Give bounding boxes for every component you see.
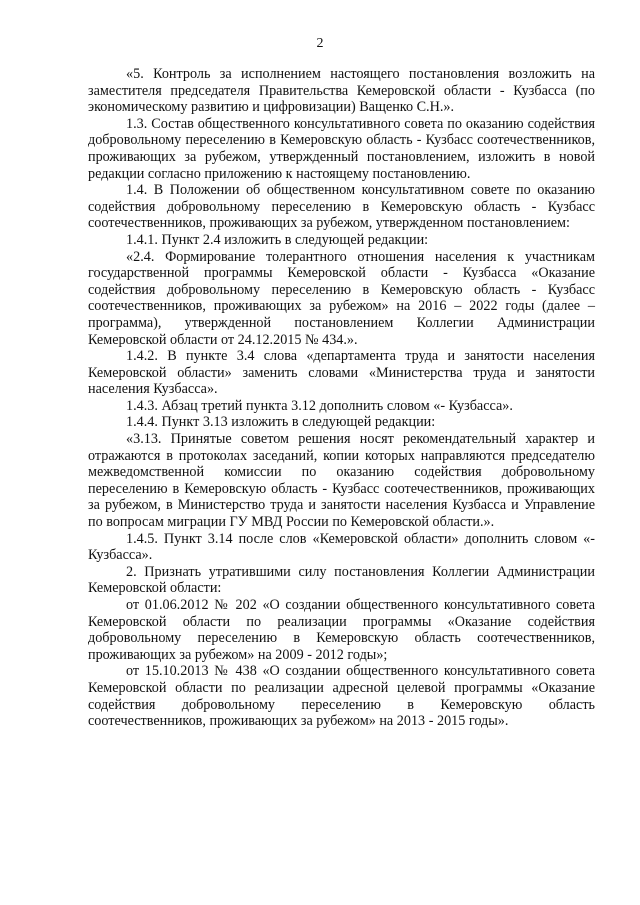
document-body — [88, 66, 595, 730]
paragraph-1-4-4: 1.4.4. Пункт 3.13 изложить в следующей редакции: — [126, 414, 436, 431]
paragraph-1-4-1: 1.4.1. Пункт 2.4 изложить в следующей редакции: — [126, 231, 429, 248]
paragraph-1-4-5: 1.4.5. Пункт 3.14 после слов «Кемеровской области» дополнить словом «- Кузбасса». — [88, 530, 595, 564]
paragraph-1-4: 1.4. В Положении об общественном консультативном совете по оказанию содействия добровольному переселению в Кемеровскую область - Кузбасс соотечественников, проживающих за рубежом, утвержденном постановлением: — [88, 182, 595, 232]
page-number: 2 — [316, 36, 324, 51]
paragraph-repeal-2013: от 15.10.2013 № 438 «О создании общественного консультативного совета Кемеровской области по реализации адресной целевой программы «Оказание содействия добровольному переселению в Кемеровскую область соотечественников, проживающих за рубежом» на 2013 - 2015 годы». — [88, 663, 595, 730]
paragraph-2: 2. Признать утратившими силу постановления Коллегии Администрации Кемеровской области: — [88, 563, 595, 597]
paragraph-2-4-quote: «2.4. Формирование толерантного отношения населения к участникам государственной программы Кемеровской области - Кузбасса «Оказание содействия добровольному переселению в Кемеровскую область - Кузбасс соотечественников, проживающих за рубежом» на 2016 – 2022 годы (далее – программа), утвержденной постановлением Коллегии Администрации Кемеровской области от 24.12.2015 № 434.». — [88, 248, 595, 348]
paragraph-1-3: 1.3. Состав общественного консультативного совета по оказанию содействия добровольному переселению в Кемеровскую область - Кузбасс соотечественников, проживающих за рубежом, утвержденный постановлением, изложить в новой редакции согласно приложению к настоящему постановлению. — [88, 115, 595, 182]
paragraph-repeal-2012: от 01.06.2012 № 202 «О создании общественного консультативного совета Кемеровской области по реализации программы «Оказание содействия добровольному переселению в Кемеровскую область соотечественников, проживающих за рубежом» на 2009 - 2012 годы»; — [88, 597, 595, 663]
paragraph-3-13-quote: «3.13. Принятые советом решения носят рекомендательный характер и отражаются в протоколах заседаний, копии которых направляются председателю межведомственной комиссии по оказанию содействия добровольному переселению в Кемеровскую область - Кузбасс соотечественников, проживающих за рубежом, в Министерство труда и занятости населения Кузбасса и Управление по вопросам миграции ГУ МВД России по Кемеровской области.». — [88, 431, 595, 531]
paragraph-1-4-3: 1.4.3. Абзац третий пункта 3.12 дополнить словом «- Кузбасса». — [126, 397, 513, 414]
paragraph-1-4-2: 1.4.2. В пункте 3.4 слова «департамента труда и занятости населения Кемеровской области» заменить словами «Министерства труда и занятости населения Кузбасса». — [88, 348, 595, 398]
paragraph-control-clause: «5. Контроль за исполнением настоящего постановления возложить на заместителя председателя Правительства Кемеровской области - Кузбасса (по экономическому развитию и цифровизации) Ващенко С.Н.». — [88, 66, 595, 116]
